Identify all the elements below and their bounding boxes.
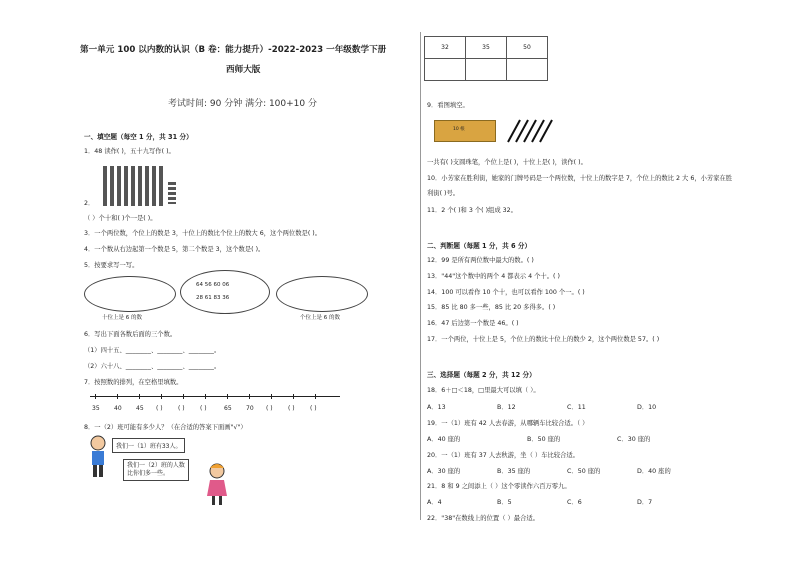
oval-numbers-row-1: 64 56 60 06	[196, 282, 230, 288]
question-20: 20．一（1）班有 37 人去秋游，坐（ ）车比较合适。	[427, 452, 579, 459]
numline-label: 35	[92, 405, 100, 412]
numline-blank: ( )	[310, 405, 317, 412]
question-9: 9．看图填空。	[427, 102, 469, 109]
question-16: 16．47 后边第一个数是 46。( )	[427, 320, 519, 327]
boy-illustration	[84, 434, 112, 480]
question-11: 11．2 个( )和 3 个( )组成 32。	[427, 207, 517, 214]
oval-left-label: 十位上是 6 的数	[102, 315, 142, 321]
option: A．13	[427, 404, 446, 411]
option: D．7	[637, 499, 653, 506]
option: A．4	[427, 499, 442, 506]
question-12: 12．99 是所有两位数中最大的数。( )	[427, 257, 534, 264]
question-4: 4．一个数从右边起第一个数是 5，第二个数是 3，这个数是( )。	[84, 246, 265, 253]
speech-bubble-class2	[123, 459, 189, 481]
numline-blank: ( )	[288, 405, 295, 412]
table-cell	[466, 59, 507, 81]
table-cell: 32	[425, 37, 466, 59]
option: D．10	[637, 404, 657, 411]
numline-label: 45	[136, 405, 144, 412]
page-subtitle: 西师大版	[226, 65, 261, 75]
question-13: 13．"44"这个数中的两个 4 都表示 4 个十。( )	[427, 273, 560, 280]
numline-blank: ( )	[200, 405, 207, 412]
question-6a: （1）四十五、________、________、________。	[84, 347, 221, 354]
number-line	[90, 396, 340, 397]
speech-bubble-line: 我们一（2）班的人数	[127, 462, 185, 469]
question-14: 14．100 可以看作 10 个十，也可以看作 100 个一。( )	[427, 289, 585, 296]
question-1: 1．48 读作( )，五十九写作( )。	[84, 148, 175, 155]
numline-blank: ( )	[266, 405, 273, 412]
question-22: 22．"38"在数线上的位置（ ）最合适。	[427, 515, 539, 522]
question-2: （ ）个十和( )个一是( )。	[84, 215, 157, 222]
bundle-label: 10 根	[453, 127, 465, 132]
oval-ones-six	[276, 276, 368, 312]
question-6: 6．写出下面各数后面的三个数。	[84, 331, 177, 338]
girl-illustration	[204, 462, 230, 506]
table-cell	[507, 59, 548, 81]
option: B．5	[497, 499, 512, 506]
question-10: 10．小芳家在胜利街，她家的门牌号码是一个两位数，十位上的数字是 7，个位上的数比 2 大 6，小芳家在胜	[427, 175, 733, 182]
option: C．11	[567, 404, 586, 411]
question-9-answer: 一共有( )支圆珠笔，个位上是( )，十位上是( )，读作( )。	[427, 159, 587, 166]
option: C．6	[567, 499, 582, 506]
question-19: 19．一（1）班有 42 人去春游，从哪辆车比较合适。（ ）	[427, 420, 589, 427]
section-fill-blank: 一、填空题（每空 1 分，共 31 分）	[84, 133, 193, 141]
numline-label: 65	[224, 405, 232, 412]
question-15: 15．85 比 80 多一些，85 比 20 多得多。( )	[427, 304, 556, 311]
numline-blank: ( )	[178, 405, 185, 412]
oval-number-pool	[180, 270, 270, 314]
question-5: 5．按要求写一写。	[84, 262, 139, 269]
question-6b: （2）六十八、________、________、________。	[84, 363, 221, 370]
speech-bubble-line: 比你们多一些。	[127, 470, 170, 477]
numline-label: 70	[246, 405, 254, 412]
exam-meta: 考试时间: 90 分钟 满分: 100+10 分	[168, 99, 317, 109]
section-multiple-choice: 三、选择题（每题 2 分，共 12 分）	[427, 371, 536, 379]
oval-numbers-row-2: 28 61 83 36	[196, 295, 230, 301]
option: A．30 座的	[427, 468, 461, 475]
option: C．30 座的	[617, 436, 651, 443]
oval-right-label: 个位上是 6 的数	[300, 315, 340, 321]
option: C．50 座的	[567, 468, 601, 475]
question-3: 3．一个两位数，个位上的数是 3，十位上的数比个位上的数大 6，这个两位数是( )。	[84, 230, 322, 237]
table-cell: 35	[466, 37, 507, 59]
answer-table	[424, 36, 548, 81]
section-true-false: 二、判断题（每题 1 分，共 6 分）	[427, 242, 532, 250]
column-divider	[420, 32, 421, 520]
option: B．35 座的	[497, 468, 531, 475]
numline-label: 40	[114, 405, 122, 412]
option: A．40 座的	[427, 436, 461, 443]
question-21: 21．8 和 9 之间添上（ ）这个零读作六百万零九。	[427, 483, 571, 490]
question-17: 17．一个两位，十位上是 5，个位上的数比十位上的数少 2，这个两位数是 57。( )	[427, 336, 660, 343]
loose-pens-figure	[506, 118, 556, 144]
table-cell: 50	[507, 37, 548, 59]
question-10-cont: 利街( )号。	[427, 190, 460, 197]
option: B．50 座的	[527, 436, 561, 443]
question-8: 8．一（2）班可能有多少人？（在合适的答案下面画"√"）	[84, 424, 247, 431]
question-2-number: 2．	[84, 200, 95, 207]
pen-bundle-figure	[434, 120, 496, 142]
speech-bubble-class1: 我们一（1）班有33人。	[112, 438, 185, 453]
question-18: 18．6＋□＜18，□里最大可以填（ ）。	[427, 387, 540, 394]
oval-tens-six	[84, 276, 176, 312]
option: D．40 座的	[637, 468, 671, 475]
numline-blank: ( )	[156, 405, 163, 412]
page-title: 第一单元 100 以内数的认识（B 卷：能力提升）-2022-2023 一年级数学下册	[80, 45, 387, 55]
table-cell	[425, 59, 466, 81]
option: B．12	[497, 404, 516, 411]
question-7: 7．按照数的排列，在空格里填数。	[84, 379, 183, 386]
